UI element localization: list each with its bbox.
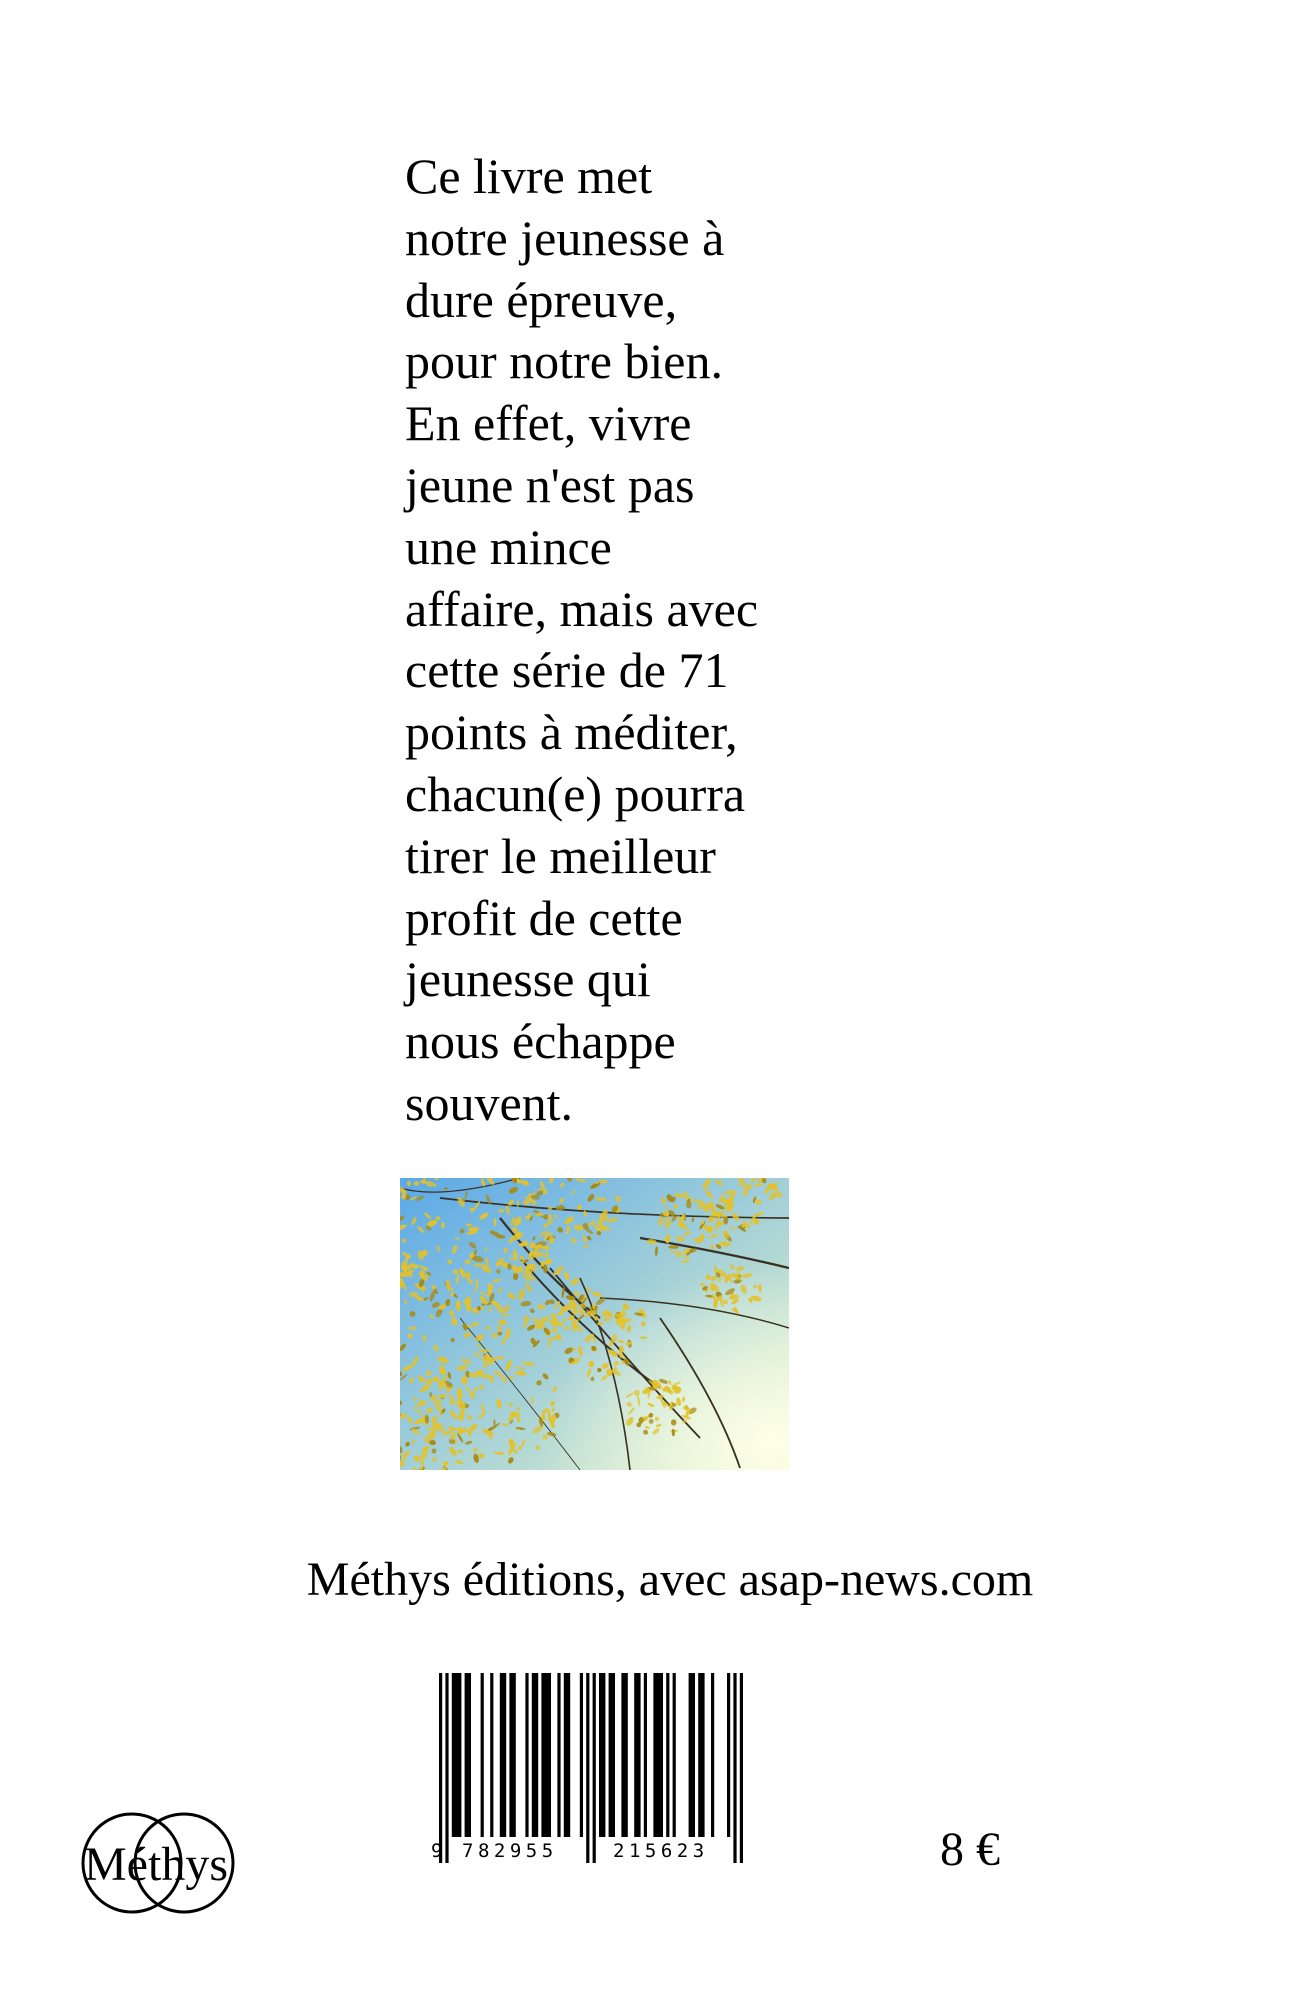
barcode-bar — [509, 1673, 515, 1837]
barcode-bar — [727, 1673, 730, 1837]
barcode-bar — [644, 1673, 647, 1837]
barcode-bar — [525, 1673, 528, 1837]
blurb-line: souvent. — [405, 1074, 574, 1131]
barcode-bar — [500, 1673, 506, 1837]
barcode-bar — [740, 1673, 743, 1863]
barcode-bar — [586, 1673, 589, 1863]
barcode-left-digits: 782955 — [462, 1840, 558, 1862]
blurb-line: une mince — [405, 518, 612, 575]
barcode-bar — [698, 1673, 704, 1837]
barcode-bar — [490, 1673, 493, 1837]
back-cover-blurb — [405, 146, 835, 1135]
barcode-digits — [425, 1839, 755, 1863]
blurb-line: nous échappe — [405, 1013, 676, 1070]
barcode-bar — [557, 1673, 560, 1837]
leaf — [494, 1218, 497, 1227]
blurb-line: chacun(e) pourra — [405, 765, 746, 822]
blurb-line: cette série de 71 — [405, 642, 729, 699]
barcode-bar — [609, 1673, 615, 1837]
leaf — [414, 1181, 420, 1186]
barcode-bar — [580, 1673, 583, 1837]
barcode-bar — [445, 1673, 448, 1863]
leaf — [456, 1300, 461, 1311]
blurb-line: dure épreuve, — [405, 271, 678, 328]
leaf — [604, 1318, 611, 1321]
blurb-line: jeune n'est pas — [405, 456, 695, 513]
blurb-line: notre jeunesse à — [405, 209, 725, 266]
blurb-line: points à méditer, — [405, 704, 738, 761]
logo-wordmark: Méthys — [84, 1838, 228, 1891]
blurb-line: profit de cette — [405, 889, 683, 946]
publisher-line: Méthys éditions, avec asap-news.com — [306, 1553, 1034, 1606]
blurb-line: pour notre bien. — [405, 333, 723, 390]
barcode-bar — [666, 1673, 669, 1837]
barcode-bar — [541, 1673, 551, 1837]
barcode-bar — [673, 1673, 676, 1837]
barcode-bar — [532, 1673, 538, 1837]
blurb-line: tirer le meilleur — [405, 827, 716, 884]
barcode-bar — [452, 1673, 462, 1837]
barcode-bar — [439, 1673, 442, 1863]
publisher-logo — [80, 1805, 280, 1925]
barcode-bar — [621, 1673, 627, 1837]
autumn-tree-photo — [400, 1178, 789, 1470]
blurb-line: En effet, vivre — [405, 395, 692, 452]
autumn-tree-illustration — [400, 1178, 789, 1470]
blurb-line: Ce livre met — [405, 148, 653, 204]
barcode-bar — [481, 1673, 484, 1837]
barcode-bar — [733, 1673, 736, 1863]
blurb-line: affaire, mais avec — [405, 580, 759, 637]
barcode-bar — [634, 1673, 640, 1837]
barcode-bar — [711, 1673, 714, 1837]
barcode-bar — [653, 1673, 663, 1837]
barcode-first-digit: 9 — [431, 1840, 444, 1862]
barcode-right-digits: 215623 — [613, 1840, 709, 1862]
barcode-bar — [593, 1673, 596, 1863]
barcode-bar — [599, 1673, 605, 1837]
leaf — [480, 1292, 485, 1294]
barcode-bar — [465, 1673, 471, 1837]
barcode-bar — [564, 1673, 570, 1837]
price: 8 € — [940, 1823, 1000, 1876]
blurb-line: jeunesse qui — [405, 951, 651, 1008]
barcode-bar — [689, 1673, 695, 1837]
